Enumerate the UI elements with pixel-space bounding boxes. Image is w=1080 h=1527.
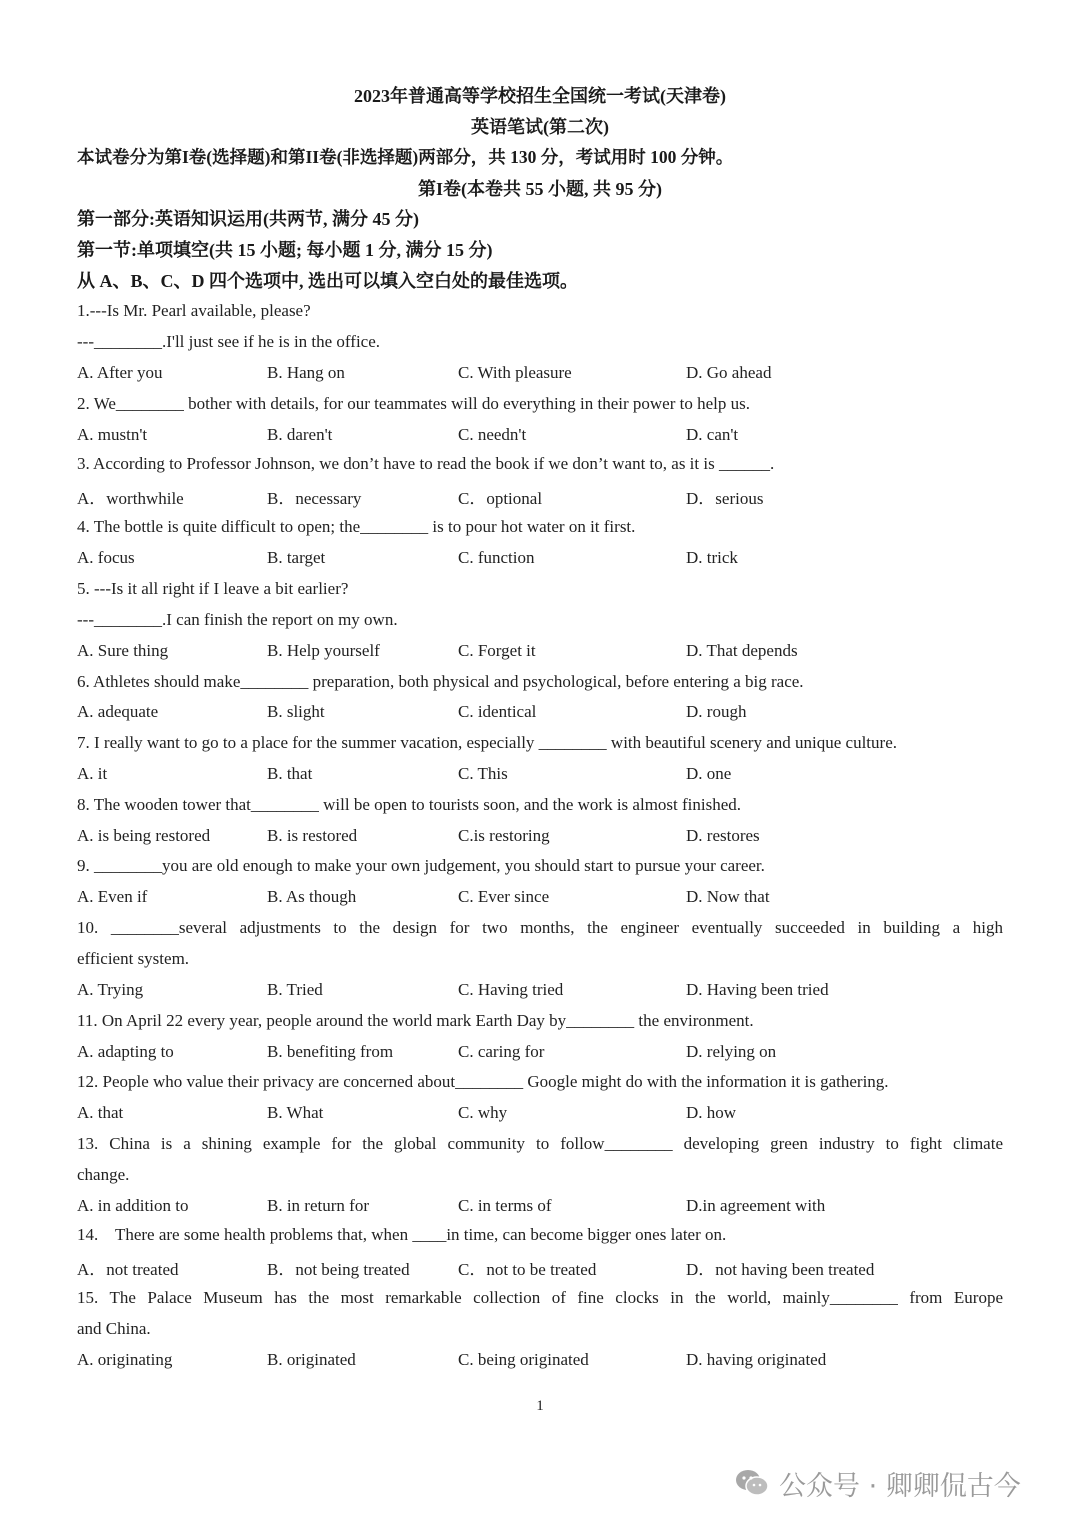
question-8-options	[77, 826, 1007, 848]
option-b: B．necessary	[267, 489, 362, 508]
question-13-stem: 13. China is a shining example for the global community to follow________ developing green industry to fight climate	[77, 1134, 1003, 1153]
question-12-options	[77, 1103, 1007, 1125]
option-c: C．not to be treated	[458, 1260, 597, 1279]
option-a: A. it	[77, 764, 108, 783]
instruction-text: 从 A、B、C、D 四个选项中, 选出可以填入空白处的最佳选项。	[77, 271, 579, 291]
option-b: B. is restored	[267, 826, 358, 845]
question-5-stem-line2: ---________.I can finish the report on my own.	[77, 610, 398, 629]
question-8-stem: 8. The wooden tower that________ will be open to tourists soon, and the work is almost finished.	[77, 795, 742, 814]
option-a: A. that	[77, 1103, 124, 1122]
option-c: C. function	[458, 548, 535, 567]
page-number: 1	[536, 1398, 544, 1414]
question-1-stem-line2: ---________.I'll just see if he is in the office.	[77, 332, 381, 351]
exam-title: 2023年普通高等学校招生全国统一考试(天津卷)	[354, 86, 726, 106]
option-d: D. trick	[686, 548, 738, 567]
question-10-stem: 10. ________several adjustments to the design for two months, the engineer eventually succeeded in building a high	[77, 918, 1003, 937]
option-c: C．optional	[458, 489, 543, 508]
question-9-options	[77, 887, 1007, 909]
question-6-stem: 6. Athletes should make________ preparation, both physical and psychological, before entering a big race.	[77, 672, 804, 691]
option-c: C. being originated	[458, 1350, 589, 1369]
question-15-options	[77, 1350, 1007, 1372]
option-d: D．not having been treated	[686, 1260, 875, 1279]
option-b: B. originated	[267, 1350, 356, 1369]
question-11-options	[77, 1042, 1007, 1064]
option-b: B. in return for	[267, 1196, 369, 1215]
question-4-stem: 4. The bottle is quite difficult to open; the________ is to pour hot water on it first.	[77, 517, 636, 536]
option-c: C.is restoring	[458, 826, 550, 845]
option-a: A. in addition to	[77, 1196, 189, 1215]
option-a: A. Trying	[77, 980, 144, 999]
option-b: B. Tried	[267, 980, 323, 999]
option-c: C. why	[458, 1103, 508, 1122]
question-5-stem: 5. ---Is it all right if I leave a bit earlier?	[77, 579, 349, 598]
option-b: B. What	[267, 1103, 324, 1122]
question-7-options	[77, 764, 1007, 786]
option-d: D. one	[686, 764, 732, 783]
option-c: C. in terms of	[458, 1196, 552, 1215]
question-3-stem: 3. According to Professor Johnson, we don’t have to read the book if we don’t want to, as it is ______.	[77, 454, 775, 473]
question-5-options	[77, 641, 1007, 663]
option-c: C. This	[458, 764, 508, 783]
option-a: A. adequate	[77, 702, 159, 721]
option-a: A．not treated	[77, 1260, 179, 1279]
option-d: D．serious	[686, 489, 764, 508]
question-2-options	[77, 425, 1007, 447]
question-9-stem: 9. ________you are old enough to make your own judgement, you should start to pursue your career.	[77, 856, 765, 875]
watermark	[735, 1463, 1021, 1503]
option-b: B. daren't	[267, 425, 333, 444]
option-b: B. that	[267, 764, 313, 783]
option-a: A. After you	[77, 363, 163, 382]
question-1-options	[77, 363, 1007, 385]
option-d: D. Now that	[686, 887, 770, 906]
option-c: C. Ever since	[458, 887, 550, 906]
option-a: A. adapting to	[77, 1042, 174, 1061]
option-a: A. originating	[77, 1350, 173, 1369]
option-a: A. Even if	[77, 887, 148, 906]
option-d: D. restores	[686, 826, 760, 845]
exam-subtitle: 英语笔试(第二次)	[471, 117, 609, 137]
volume-heading: 第I卷(本卷共 55 小题, 共 95 分)	[418, 179, 662, 199]
option-d: D. having originated	[686, 1350, 827, 1369]
question-13-options	[77, 1196, 1007, 1218]
option-b: B. Hang on	[267, 363, 345, 382]
question-15-stem: 15. The Palace Museum has the most remarkable collection of fine clocks in the world, mainly________ from Europe	[77, 1288, 1003, 1307]
option-a: A．worthwhile	[77, 489, 184, 508]
question-13-stem-line2: change.	[77, 1165, 130, 1184]
question-15-stem-line2: and China.	[77, 1319, 151, 1338]
option-d: D. Go ahead	[686, 363, 772, 382]
option-d: D.in agreement with	[686, 1196, 826, 1215]
question-4-options	[77, 548, 1007, 570]
option-d: D. Having been tried	[686, 980, 829, 999]
option-d: D. can't	[686, 425, 739, 444]
question-14-options	[77, 1255, 1007, 1277]
option-c: C. caring for	[458, 1042, 545, 1061]
section-heading: 第一节:单项填空(共 15 小题; 每小题 1 分, 满分 15 分)	[77, 240, 493, 260]
question-10-options	[77, 980, 1007, 1002]
question-3-options	[77, 484, 1007, 506]
question-10-stem-line2: efficient system.	[77, 949, 190, 968]
wechat-icon	[735, 1468, 769, 1498]
question-2-stem: 2. We________ bother with details, for our teammates will do everything in their power to help us.	[77, 394, 750, 413]
option-d: D. how	[686, 1103, 737, 1122]
question-6-options	[77, 702, 1007, 724]
option-b: B．not being treated	[267, 1260, 410, 1279]
option-d: D. relying on	[686, 1042, 777, 1061]
option-b: B. slight	[267, 702, 325, 721]
part-heading: 第一部分:英语知识运用(共两节, 满分 45 分)	[77, 209, 419, 229]
option-c: C. identical	[458, 702, 537, 721]
question-14-stem: 14. There are some health problems that, when ____in time, can become bigger ones later on.	[77, 1225, 727, 1244]
question-7-stem: 7. I really want to go to a place for the summer vacation, especially ________ with beautiful scenery and unique culture.	[77, 733, 897, 752]
option-b: B. benefiting from	[267, 1042, 394, 1061]
question-12-stem: 12. People who value their privacy are concerned about________ Google might do with the information it is gathering.	[77, 1072, 889, 1091]
option-a: A. mustn't	[77, 425, 148, 444]
watermark-text: 公众号 · 卿卿侃古今	[779, 1470, 1021, 1502]
option-b: B. Help yourself	[267, 641, 380, 660]
option-c: C. With pleasure	[458, 363, 572, 382]
option-d: D. rough	[686, 702, 747, 721]
option-a: A. Sure thing	[77, 641, 169, 660]
question-1-stem: 1.---Is Mr. Pearl available, please?	[77, 301, 311, 320]
question-11-stem: 11. On April 22 every year, people around the world mark Earth Day by________ the environment.	[77, 1011, 754, 1030]
option-b: B. As though	[267, 887, 357, 906]
option-c: C. needn't	[458, 425, 527, 444]
option-a: A. focus	[77, 548, 135, 567]
option-a: A. is being restored	[77, 826, 211, 845]
option-c: C. Having tried	[458, 980, 564, 999]
option-b: B. target	[267, 548, 326, 567]
exam-intro: 本试卷分为第I卷(选择题)和第II卷(非选择题)两部分，共 130 分，考试用时 100 分钟。	[77, 147, 734, 167]
option-c: C. Forget it	[458, 641, 536, 660]
option-d: D. That depends	[686, 641, 798, 660]
